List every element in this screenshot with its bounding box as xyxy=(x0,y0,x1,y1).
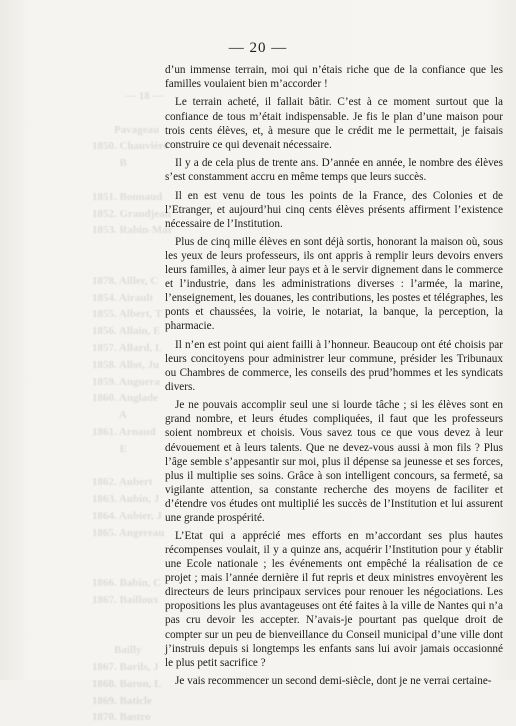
paragraph-5: Plus de cinq mille élèves en sont déjà sortis, honorant la maison où, sous les yeux de leurs professeurs, ils ont appris à remplir leurs devoirs envers leurs familles, à aimer leur pays et à le servir dignement dans le commerce et l’industrie, dans les administrations diverses : l’armée, la marine, l’enseignement, les douanes, les contributions, les postes et télégraphes, les ponts et chaussées, la voirie, le notariat, la banque, la perception, la pharmacie. xyxy=(165,236,503,333)
paragraph-1: d’un immense terrain, moi qui n’étais riche que de la confiance que les familles voulaient bien m’accorder ! xyxy=(165,64,503,91)
paragraph-8: L’Etat qui a apprécié mes efforts en m’accordant ses plus hautes récompenses voulait, il y a quinze ans, acquérir l’Institution pour y établir une Ecole nationale ; les événements ont empêché la réalisation de ce projet ; mais l’année dernière il fut repris et deux ministres envoyèrent les directeurs de leurs principaux services pour renouer les négociations. Les propositions les plus avantageuses ont été faites à la ville de Nantes qui n’a pas cru devoir les accepter. N’avais-je pourtant pas quelque droit de compter sur un peu de bienveillance du Conseil municipal d’une ville dont j’instruis depuis si longtemps les enfants sans lui avoir jamais occasionné le plus petit sacrifice ? xyxy=(165,530,503,669)
page-number: — 20 — xyxy=(228,40,288,56)
paragraph-6: Il n’en est point qui aient failli à l’honneur. Beaucoup ont été choisis par leurs concitoyens pour administrer leur commune, présider les Tribunaux ou Chambres de commerce, les conseils des prud’hommes et les syndicats divers. xyxy=(165,338,503,393)
show-through-decoration: — 18 — Pavageau 1850. Chauvière B 1851. Bonnaud 1852. Grandjean 1853. Rabin-Mar 1878. Ailler, C 1854. Airault 1855. Albert, T 1856. Allain, E 1857. Allard, L 1858. Allot, Ju 1859. Anguera 1860. Anglade A 1861. Arnaud E 1862. Aubert 1863. Aubin, J 1864. Aubier, J 1865. Angereau 1866. Babin, C 1867. Bailloux Bailly 1867. Barils, J 1868. Baron, L 1869. Baticle 1870. Bastro xyxy=(92,90,173,724)
body-text xyxy=(165,63,503,692)
paragraph-3: Il y a de cela plus de trente ans. D’année en année, le nombre des élèves s’est constamment accru en même temps que leurs succès. xyxy=(165,157,503,184)
paragraph-9: Je vais recommencer un second demi-siècle, dont je ne verrai certaine- xyxy=(175,675,492,688)
paragraph-4: Il en est venu de tous les points de la France, des Colonies et de l’Etranger, et aujourd’hui cinq cents élèves présents affirment l’existence nécessaire de l’Institution. xyxy=(165,189,503,230)
paragraph-7: Je ne pouvais accomplir seul une si lourde tâche ; si les élèves sont en grand nombre, et leurs études compliquées, il faut que les professeurs soient nombreux et choisis. Vous savez tous ce que vous devez à leur dévouement et à leurs talents. Que ne devez-vous aussi à mon fils ? Plus l’âge semble s’appesantir sur moi, plus il dépense sa jeunesse et ses forces, plus il multiplie ses soins. Grâce à son intelligent concours, sa fermeté, sa vigilante attention, sa constante recherche des moyens de faciliter et d’étendre vos études ont multiplié les succès de l’Institution et lui assurent une grande prospérité. xyxy=(165,399,503,524)
paragraph-2: Le terrain acheté, il fallait bâtir. C’est à ce moment surtout que la confiance de tous m’était indispensable. Je fis le plan d’une maison pour trois cents élèves, et, à mesure que le crédit me le permettait, je faisais construire ce qui devenait nécessaire. xyxy=(165,96,503,151)
